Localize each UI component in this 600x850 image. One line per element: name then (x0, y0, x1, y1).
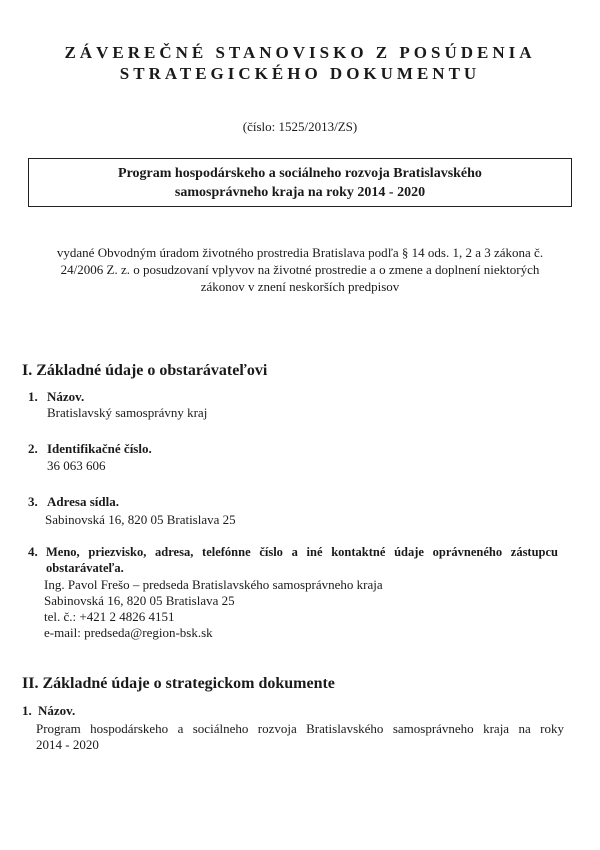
document-number: (číslo: 1525/2013/ZS) (242, 119, 358, 134)
contact-address: Sabinovská 16, 820 05 Bratislava 25 (44, 593, 235, 608)
issued-by-line3: zákonov v znení neskorších predpisov (200, 279, 400, 294)
item-1-number: 1. (28, 389, 38, 404)
document-title-line1: ZÁVEREČNÉ STANOVISKO Z POSÚDENIA (64, 43, 536, 62)
item-3-label: Adresa sídla. (47, 494, 119, 509)
item-4-label-line1: Meno, priezvisko, adresa, telefónne číslo a iné kontaktné údaje oprávneného zástupcu (46, 545, 558, 559)
contact-email: e-mail: predseda@region-bsk.sk (44, 625, 213, 640)
s2-item-1-number: 1. (22, 703, 32, 718)
section-1-heading: I. Základné údaje o obstarávateľovi (22, 362, 268, 379)
contact-name: Ing. Pavol Frešo – predseda Bratislavského samosprávneho kraja (44, 577, 383, 592)
program-title-box (28, 158, 572, 207)
item-4-number: 4. (28, 544, 38, 559)
item-1-value: Bratislavský samosprávny kraj (47, 405, 208, 420)
item-2-label: Identifikačné číslo. (47, 441, 152, 456)
s2-item-1-value (36, 721, 564, 753)
item-2-value: 36 063 606 (47, 458, 106, 473)
issued-by-paragraph (30, 244, 570, 295)
item-4-label (46, 544, 558, 561)
issued-by-line2: 24/2006 Z. z. o posudzovaní vplyvov na životné prostredie a o zmene a doplnení niektorých (60, 262, 540, 277)
contact-phone: tel. č.: +421 2 4826 4151 (44, 609, 175, 624)
program-title-line2: samosprávneho kraja na roky 2014 - 2020 (174, 185, 426, 200)
program-title-line1: Program hospodárskeho a sociálneho rozvoja Bratislavského (118, 166, 482, 181)
section-2-heading: II. Základné údaje o strategickom dokumente (22, 675, 335, 692)
item-1-label: Názov. (47, 389, 85, 404)
item-4-contact-block (44, 577, 383, 641)
document-title-line2: STRATEGICKÉHO DOKUMENTU (119, 64, 481, 83)
s2-item-1-value-line2: 2014 - 2020 (36, 737, 99, 752)
item-2-number: 2. (28, 441, 38, 456)
s2-item-1-label: Názov. (38, 703, 76, 718)
item-4-label-line2: obstarávateľa. (46, 561, 124, 575)
item-3-number: 3. (28, 494, 38, 509)
s2-item-1-value-line1: Program hospodárskeho a sociálneho rozvoja Bratislavského samosprávneho kraja na roky (36, 721, 564, 736)
issued-by-line1: vydané Obvodným úradom životného prostredia Bratislava podľa § 14 ods. 1, 2 a 3 zákona č. (56, 245, 544, 260)
item-3-value: Sabinovská 16, 820 05 Bratislava 25 (45, 512, 236, 527)
